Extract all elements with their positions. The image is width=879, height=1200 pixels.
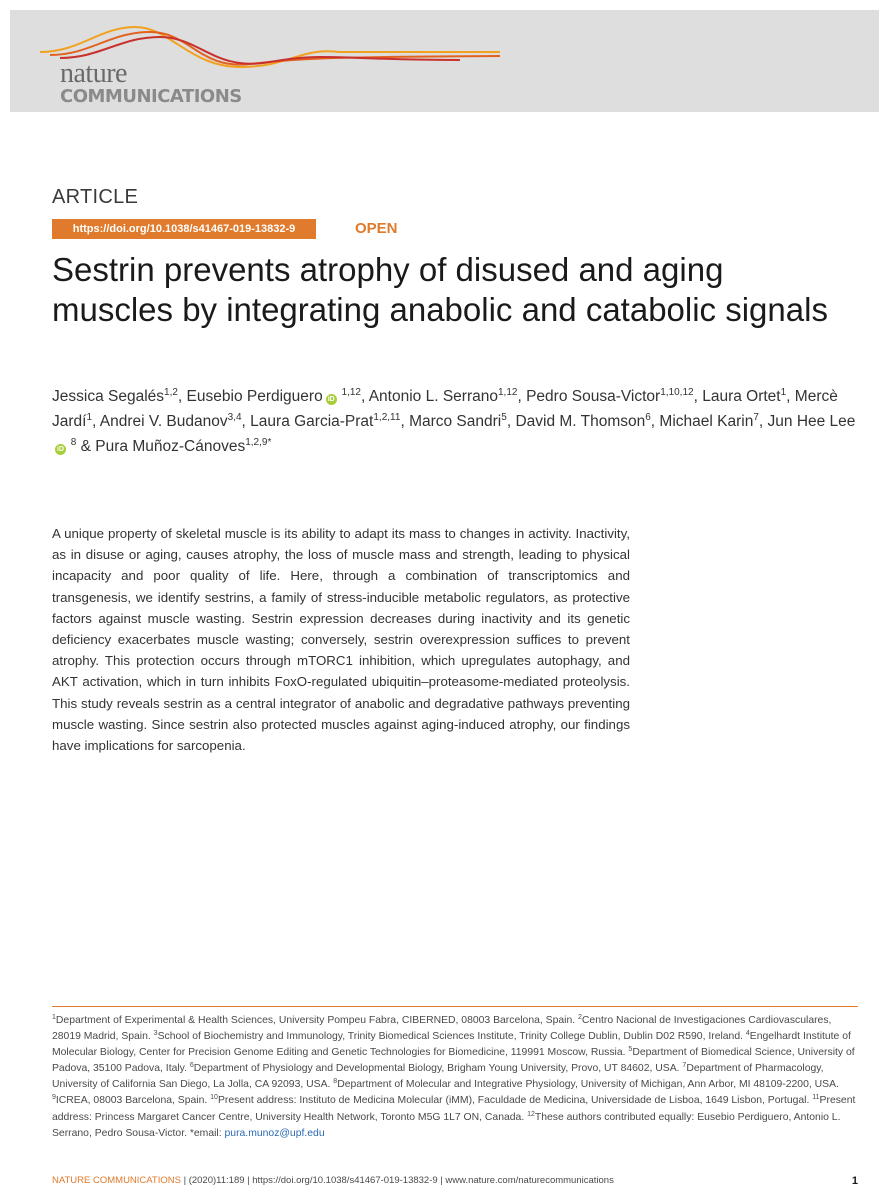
page-number: 1: [851, 1175, 858, 1187]
affiliation-text: Engelhardt Institute of Molecular Biology, Center for Precision Genome Editing and Genetic Technologies for Biomedicine, 119991 Moscow, Russia.: [52, 1031, 851, 1059]
affiliation-text: ICREA, 08003 Barcelona, Spain.: [55, 1095, 211, 1107]
author-name[interactable]: Jessica Segalés: [52, 388, 165, 405]
author-name[interactable]: Marco Sandri: [409, 413, 502, 430]
author-name[interactable]: Antonio L. Serrano: [368, 388, 498, 405]
affiliation-text: Present address: Instituto de Medicina Molecular (iMM), Faculdade de Medicina, Universidade de Lisboa, 1649 Lisbon, Portugal.: [217, 1095, 813, 1107]
affiliation-text: Department of Physiology and Developmental Biology, Brigham Young University, Provo, UT 84602, USA.: [193, 1063, 683, 1075]
affiliation-number: 3: [153, 1030, 158, 1038]
affiliation-text: Department of Pharmacology, University of California San Diego, La Jolla, CA 92093, USA.: [52, 1063, 824, 1091]
affiliation-number: 1: [52, 1014, 56, 1021]
author-name[interactable]: David M. Thomson: [515, 413, 646, 430]
author-affiliation-marker: 1,12: [497, 387, 518, 398]
author-name[interactable]: Andrei V. Budanov: [99, 413, 228, 430]
footer-journal-name: NATURE COMMUNICATIONS: [52, 1175, 181, 1186]
journal-header-band: [10, 10, 879, 112]
author-name[interactable]: Michael Karin: [659, 413, 754, 430]
author-entry: [95, 438, 271, 455]
orcid-icon[interactable]: iD: [327, 396, 335, 403]
affiliation-number: 6: [189, 1062, 194, 1070]
author-affiliation-marker: 1,2,9*: [245, 437, 272, 448]
affiliations-divider: [52, 1006, 858, 1007]
affiliation-number: 7: [682, 1062, 687, 1070]
correspondence-email-link[interactable]: pura.munoz@upf.edu: [224, 1127, 325, 1139]
author-affiliation-marker: 8: [68, 437, 77, 448]
affiliation-text: Department of Molecular and Integrative Physiology, University of Michigan, Ann Arbor, MI 48109-2200, USA.: [337, 1079, 839, 1091]
author-affiliation-marker: 6: [645, 412, 651, 423]
affiliation-number: 4: [745, 1030, 750, 1038]
author-name[interactable]: Laura Ortet: [702, 388, 781, 405]
open-access-badge: OPEN: [355, 220, 398, 237]
author-affiliation-marker: 3,4: [227, 412, 242, 423]
author-affiliation-marker: 7: [753, 412, 759, 423]
author-entry: [369, 388, 518, 405]
author-affiliation-marker: 1: [86, 412, 93, 423]
affiliation-text: Present address: Princess Margaret Cancer Centre, University Health Network, Toronto M5G 1L7 ON, Canada.: [52, 1095, 856, 1123]
orcid-icon[interactable]: iD: [57, 446, 64, 453]
author-name[interactable]: Jun Hee Lee: [767, 413, 856, 430]
author-affiliation-marker: 1,12: [338, 387, 361, 398]
article-type-label: ARTICLE: [52, 186, 139, 208]
affiliation-number: 9: [52, 1094, 56, 1102]
affiliation-number: 8: [333, 1078, 338, 1086]
author-entry: [659, 413, 758, 430]
logo-text-nature: nature: [60, 58, 127, 89]
author-affiliation-marker: 1,2: [164, 387, 178, 398]
affiliation-number: 5: [628, 1046, 633, 1054]
paper-title: Sestrin prevents atrophy of disused and aging muscles by integrating anabolic and catabolic signals: [52, 251, 828, 328]
affiliation-number: 11: [812, 1094, 820, 1102]
author-affiliation-marker: 5: [501, 412, 507, 423]
author-affiliation-marker: 1,2,11: [373, 412, 401, 423]
author-affiliation-marker: 1: [780, 387, 787, 398]
logo-text-communications: COMMUNICATIONS: [60, 86, 242, 107]
correspondence-label: *email:: [189, 1127, 225, 1139]
affiliation-text: Department of Experimental & Health Sciences, University Pompeu Fabra, CIBERNED, 08003 Barcelona, Spain.: [55, 1015, 578, 1026]
affiliation-text: Department of Biomedical Science, University of Padova, 35100 Padova, Italy.: [52, 1047, 855, 1075]
affiliation-text: Centro Nacional de Investigaciones Cardiovasculares, 28019 Madrid, Spain.: [52, 1015, 832, 1043]
affiliation-text: School of Biochemistry and Immunology, Trinity Biomedical Sciences Institute, Trinity College Dublin, Dublin D02 R590, Ireland.: [157, 1031, 746, 1043]
author-name[interactable]: Pura Muñoz-Cánoves: [95, 438, 246, 455]
author-entry: [409, 413, 507, 430]
affiliations: [52, 1013, 858, 1142]
author-entry: [702, 388, 786, 405]
author-name[interactable]: Pedro Sousa-Victor: [526, 388, 661, 405]
author-name[interactable]: Laura Garcia-Prat: [250, 413, 374, 430]
affiliation-number: 12: [527, 1110, 535, 1118]
page-footer: [52, 1174, 858, 1188]
author-list: Jessica Segalés$^{1,2}$, Eusebio Perdiguero iD $^{1,12}$, Antonio L. Serrano$^{1,12}$, Pedro Sousa-Victor$^{1,10,12}$, Laura Ortet$^1$, Mercè Jardí$^1$, Andrei V. Budanov$^{3,4}$, Laura Garcia-Prat$^{1,2,11}$, Marco Sandri$^5$, David M. Thomson$^6$, Michael Karin$^7$, Jun Hee LeeiD $^8$ & Pura Muñoz-Cánoves$^{1,2,9*}$: [52, 387, 856, 455]
author-name[interactable]: Eusebio Perdiguero: [186, 388, 323, 405]
affiliation-number: 10: [210, 1094, 218, 1102]
abstract: A unique property of skeletal muscle is its ability to adapt its mass to changes in activity. Inactivity, as in disuse or aging, causes atrophy, the loss of muscle mass and strength, leading to physical incapacity and poor quality of life. Here, through a combination of transcriptomics and transgenesis, we identify sestrins, a family of stress-inducible metabolic regulators, as protective factors against muscle wasting. Sestrin expression decreases during inactivity and its genetic deficiency exacerbates muscle wasting; conversely, sestrin overexpression suffices to prevent atrophy. This protection occurs through mTORC1 inhibition, which upregulates autophagy, and AKT activation, which in turn inhibits FoxO-regulated ubiquitin–proteasome-mediated proteolysis. This study reveals sestrin as a central integrator of anabolic and degradative pathways preventing muscle wasting. Since sestrin also protected muscles against aging-induced atrophy, our findings have implications for sarcopenia.: [52, 526, 630, 754]
author-entry: [187, 388, 361, 405]
author-entry: [526, 388, 694, 405]
author-affiliation-marker: 1,10,12: [660, 387, 694, 398]
author-entry: [52, 388, 178, 405]
footer-citation: | (2020)11:189 | https://doi.org/10.1038/s41467-019-13832-9 | www.nature.com/naturecommunications: [183, 1175, 614, 1186]
author-entry: [515, 413, 650, 430]
affiliation-text: These authors contributed equally: Eusebio Perdiguero, Antonio L. Serrano, Pedro Sousa-Victor.: [52, 1111, 841, 1139]
author-entry: [250, 413, 400, 430]
author-entry: [100, 413, 242, 430]
doi-link[interactable]: https://doi.org/10.1038/s41467-019-13832-9: [52, 219, 316, 239]
affiliation-number: 2: [578, 1014, 582, 1021]
author-name[interactable]: Mercè Jardí: [52, 388, 838, 430]
